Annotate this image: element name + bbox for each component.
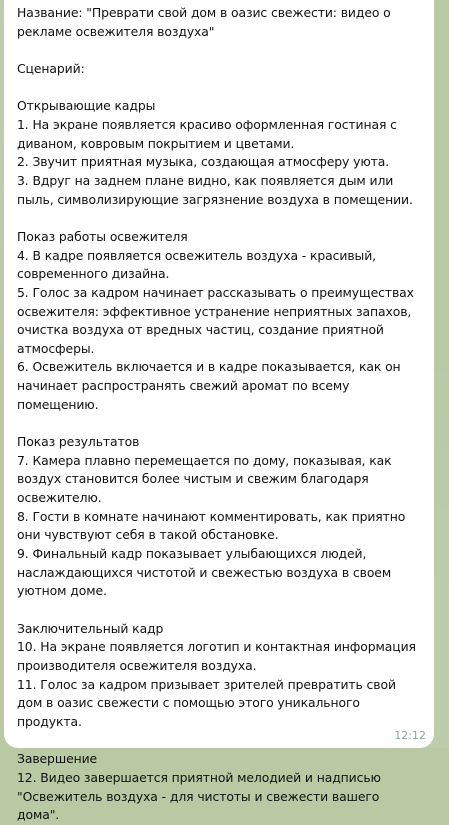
message-timestamp: 12:12 [394,729,426,742]
message-text: Название: "Преврати свой дом в оазис свежести: видео о рекламе освежителя воздуха" Сценарий: Открывающие кадры 1. На экране появляется красиво оформленная гостиная с диваном, ковровым покрытием и цветами. 2. Звучит приятная музыка, создающая атмосферу уюта. 3. Вдруг на заднем плане видно, как появляется дым или пыль, символизирующие загрязнение воздуха в помещении. Показ работы освежителя 4. В кадре появляется освежитель воздуха - красивый, современного дизайна. 5. Голос за кадром начинает рассказывать о преимуществах освежителя: эффективное устранение неприятных запахов, очистка воздуха от вредных частиц, создание приятной атмосферы. 6. Освежитель включается и в кадре показывается, как он начинает распространять свежий аромат по всему помещению. Показ результатов 7. Камера плавно перемещается по дому, показывая, как воздух становится более чистым и свежим благодаря освежителю. 8. Гости в комнате начинают комментировать, как приятно они чувствуют себя в такой обстановке. 9. Финальный кадр показывает улыбающихся людей, наслаждающихся чистотой и свежестью воздуха в своем уютном доме. Заключительный кадр 10. На экране появляется логотип и контактная информация производителя освежителя воздуха. 11. Голос за кадром призывает зрителей превратить свой дом в оазис свежести с помощью этого уникального продукта. Завершение 12. Видео завершается приятной мелодией и надписью "Освежитель воздуха - для чистоты и свежести вашего дома". [17,5,416,823]
message-bubble[interactable] [4,0,434,823]
